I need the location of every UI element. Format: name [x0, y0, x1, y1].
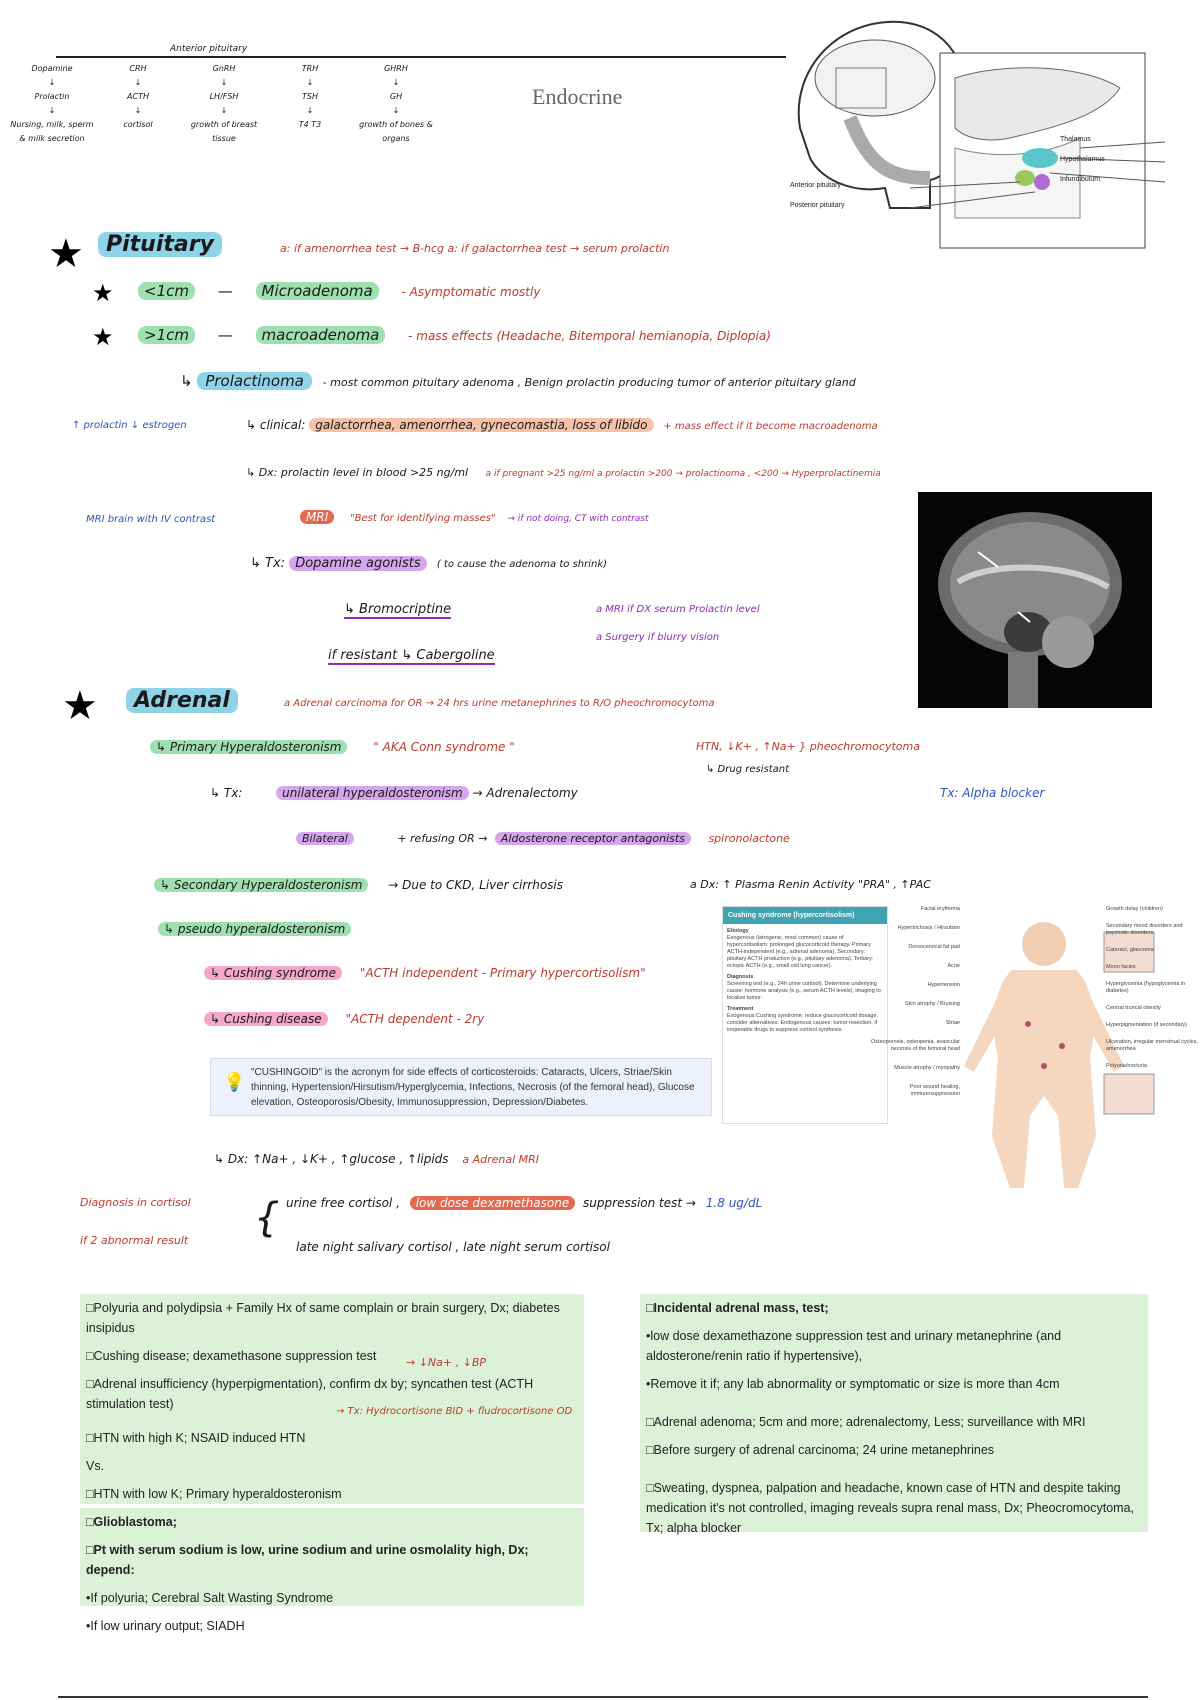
star-icon: ★	[92, 280, 114, 307]
cortisol-dx-side-2: if 2 abnormal result	[80, 1234, 189, 1247]
body-label: Hyperpigmentation (if secondary)	[1106, 1022, 1188, 1028]
tree-arrow: ↓	[48, 106, 56, 115]
prolactin-side-note: ↑ prolactin ↓ estrogen	[72, 420, 187, 431]
tree-arrow: ↓	[134, 78, 142, 87]
drug-resistant-note: ↳ Drug resistant	[706, 764, 790, 775]
brain-label-thalamus: Thalamus	[1060, 136, 1091, 143]
body-label: Dorsocervical fat pad	[908, 944, 960, 950]
note-item: □HTN with low K; Primary hyperaldosteronism	[86, 1487, 342, 1501]
note-item: □Cushing disease; dexamethasone suppression test	[86, 1349, 377, 1363]
tree-root: Anterior pituitary	[170, 44, 248, 54]
note-item: □HTN with high K; NSAID induced HTN	[86, 1431, 306, 1445]
tree-node: GH	[389, 92, 403, 101]
tree-node: growth of breast tissue	[190, 120, 258, 143]
bilateral-row: Bilateral + refusing OR → Aldosterone receptor antagonists spironolactone	[296, 832, 790, 845]
note-item: □Incidental adrenal mass, test;	[646, 1301, 829, 1315]
cushingoid-callout	[210, 1058, 712, 1116]
etiology-heading: Etiology	[727, 928, 749, 934]
note-item: □Sweating, dyspnea, palpation and headache, known case of HTN and despite taking medication it's not controlled, imaging reveals supra renal mass, Dx; Pheocromocytoma, Tx; alpha blocker	[646, 1481, 1135, 1535]
body-label: Striae	[945, 1020, 960, 1026]
micro-row: <1cm — Microadenoma - Asymptomatic mostly	[138, 282, 540, 300]
body-label: Polyuria/nocturia	[1106, 1063, 1147, 1069]
star-icon: ★	[48, 232, 84, 276]
secondary-dx-note: a Dx: ↑ Plasma Renin Activity "PRA" , ↑PAC	[690, 878, 931, 891]
tree-columns	[10, 62, 470, 202]
body-label: Osteoporosis, osteopenia, avascular necrosis of the femoral head	[871, 1039, 960, 1052]
body-label: Hypertrichosis / Hirsutism	[897, 925, 960, 931]
macro-row: >1cm — macroadenoma - mass effects (Headache, Bitemporal hemianopia, Diplopia)	[138, 326, 771, 344]
bromocriptine-note-2: a Surgery if blurry vision	[596, 632, 720, 643]
note-item: □Glioblastoma;	[86, 1515, 177, 1529]
tree-arrow: ↓	[306, 78, 314, 87]
tree-arrow: ↓	[220, 106, 228, 115]
tree-arrow: ↓	[48, 78, 56, 87]
tree-node: Prolactin	[34, 92, 70, 101]
clinical-row: ↳ clinical: galactorrhea, amenorrhea, gynecomastia, loss of libido + mass effect if it become macroadenoma	[246, 418, 878, 432]
tree-node: GnRH	[212, 64, 236, 73]
brain-illustration	[780, 8, 1200, 258]
tree-arrow: ↓	[392, 106, 400, 115]
bottom-divider	[58, 1696, 1148, 1698]
primary-hyperaldo-row: ↳ Primary Hyperaldosteronism " AKA Conn syndrome "	[150, 740, 515, 754]
body-label: Moon facies	[1106, 964, 1136, 970]
tree-node: TRH	[301, 64, 319, 73]
tree-node: LH/FSH	[209, 92, 239, 101]
note-item: □Pt with serum sodium is low, urine sodium and urine osmolality high, Dx; depend:	[86, 1543, 529, 1577]
cushing-panel-title: Cushing syndrome (hypercortisolism)	[723, 907, 887, 924]
treatment-text: Exogenous Cushing syndrome: reduce glucocorticoid dosage, consider alternatives. Endogenous causes: tumor resection, if inoperable drugs to suppress cortisol synthesis.	[727, 1013, 879, 1033]
note-item: □Polyuria and polydipsia + Family Hx of same complain or brain surgery, Dx; diabetes insipidus	[86, 1301, 560, 1335]
body-label: Poor wound healing, immunosuppression	[909, 1084, 960, 1097]
tree-column	[354, 62, 438, 146]
tree-node: Nursing, milk, sperm & milk secretion	[10, 120, 94, 143]
adrenal-top-note: a Adrenal carcinoma for OR → 24 hrs urine metanephrines to R/O pheochromocytoma	[284, 698, 715, 709]
bromocriptine-note: a MRI if DX serum Prolactin level	[596, 604, 760, 615]
body-label: Muscle atrophy / myopathy	[894, 1065, 960, 1071]
cabergoline-row: if resistant ↳ Cabergoline	[328, 648, 495, 663]
prolactinoma-row: ↳ Prolactinoma - most common pituitary adenoma , Benign prolactin producing tumor of anterior pituitary gland	[180, 372, 856, 390]
notes-box-left-2	[80, 1508, 584, 1633]
tree-arrow: ↓	[220, 78, 228, 87]
bromocriptine-row: ↳ Bromocriptine	[344, 602, 452, 617]
pituitary-tx-row: ↳ Tx: Dopamine agonists ( to cause the adenoma to shrink)	[250, 556, 608, 571]
pseudo-hyperaldo-row: ↳ pseudo hyperaldosteronism	[158, 922, 351, 936]
page-title: Endocrine	[532, 84, 623, 109]
adrenal-heading: Adrenal	[126, 688, 238, 713]
note-item: •If low urinary output; SIADH	[86, 1619, 245, 1633]
note-item: □Before surgery of adrenal carcinoma; 24 urine metanephrines	[646, 1443, 995, 1457]
prolactin-dx-row: ↳ Dx: prolactin level in blood >25 ng/ml a if pregnant >25 ng/ml a prolactin >200 → prolactinoma , <200 → Hyperprolactinemia	[246, 466, 881, 479]
note-item: Vs.	[86, 1459, 105, 1473]
cushingoid-text: "CUSHINGOID" is the acronym for side effects of corticosteroids: Cataracts, Ulcers, Striae/Skin thinning, Hypertension/Hirsutism/Hyperglycemia, Infections, Necrosis (of the femoral head), Glucose elevation, Osteoporosis/Obesity, Immunosuppression, Depression/Diabetes.	[251, 1067, 695, 1108]
hormone-tree	[10, 40, 780, 200]
body-label: Hypertension	[927, 982, 960, 988]
body-label: Ulceration, irregular menstrual cycles, amenorrhea	[1106, 1039, 1199, 1052]
body-label: Acne	[947, 963, 960, 969]
brain-label-infundibulum: Infundibulum	[1060, 176, 1101, 183]
pituitary-heading: Pituitary	[98, 232, 222, 257]
cushing-labels-left	[860, 906, 960, 1110]
tree-arrow: ↓	[134, 106, 142, 115]
tree-node: CRH	[129, 64, 147, 73]
tree-column	[182, 62, 266, 146]
body-label: Secondary mood disorders and psychotic disorders	[1106, 923, 1183, 936]
body-label: Skin atrophy / Bruising	[904, 1001, 960, 1007]
body-label: Growth delay (children)	[1106, 906, 1163, 912]
diagnosis-text: Screening test (e.g., 24h urine cortisol). Determine underlying cause: hormone analysis (e.g., serum ACTH levels), imaging to localize tumor.	[727, 981, 881, 1001]
brain-label-anterior-pituitary: Anterior pituitary	[790, 182, 841, 189]
tree-arrow: ↓	[392, 78, 400, 87]
tree-arrow: ↓	[306, 106, 314, 115]
box-left-ink-note-2: → Tx: Hydrocortisone BID + fludrocortisone OD	[336, 1406, 573, 1417]
brain-label-hypothalamus: Hypothalamus	[1060, 156, 1105, 163]
tree-node: GHRH	[384, 64, 408, 73]
secondary-hyperaldo-row: ↳ Secondary Hyperaldosteronism → Due to CKD, Liver cirrhosis	[154, 878, 563, 892]
tree-node: growth of bones & organs	[359, 120, 433, 143]
mri-row: MRI "Best for identifying masses" → if not doing, CT with contrast	[300, 510, 649, 524]
note-item: •low dose dexamethazone suppression test and urinary metanephrine (and aldosterone/renin ratio if hypertensive),	[646, 1329, 1062, 1363]
star-icon: ★	[92, 324, 114, 351]
note-item: •If polyuria; Cerebral Salt Wasting Syndrome	[86, 1591, 334, 1605]
pituitary-top-note: a: if amenorrhea test → B-hcg a: if galactorrhea test → serum prolactin	[280, 242, 670, 255]
cushing-labels-right	[1106, 906, 1200, 1080]
cortisol-brace: {	[254, 1195, 280, 1241]
htn-note: HTN, ↓K+ , ↑Na+ } pheochromocytoma	[696, 740, 920, 753]
star-icon: ★	[62, 684, 98, 728]
etiology-text: Exogenous (iatrogenic, most common) cause of hypercortisolism: prolonged glucocorticoid therapy. Primary ACTH-independent (e.g., adrenal adenoma). Secondary: pituitary ACTH production (e.g., pituitary adenoma). Tertiary: ectopic ACTH (e.g., small cell lung cancer).	[727, 935, 874, 969]
mri-side-note: MRI brain with IV contrast	[86, 514, 216, 525]
tree-column	[96, 62, 180, 132]
tree-node: TSH	[302, 92, 318, 101]
tree-column	[10, 62, 94, 146]
brain-label-posterior-pituitary: Posterior pituitary	[790, 202, 845, 209]
cortisol-test-row-1: urine free cortisol , low dose dexamethasone suppression test → 1.8 ug/dL	[286, 1196, 763, 1210]
mri-brain-image	[918, 492, 1152, 708]
body-label: Central truncal obesity	[1106, 1005, 1161, 1011]
adrenal-dx-row: ↳ Dx: ↑Na+ , ↓K+ , ↑glucose , ↑lipids a Adrenal MRI	[214, 1152, 540, 1166]
lightbulb-icon: 💡	[223, 1072, 246, 1092]
treatment-heading: Treatment	[727, 1006, 754, 1012]
cortisol-dx-side: Diagnosis in cortisol	[80, 1196, 191, 1209]
body-label: Hyperglycemia (hypoglycemia in diabetes)	[1106, 981, 1186, 994]
notes-box-right	[640, 1294, 1148, 1535]
tree-node: T4 T3	[298, 120, 322, 129]
box-left-ink-note: → ↓Na+ , ↓BP	[406, 1356, 487, 1369]
body-label: Cataract, glaucoma	[1106, 947, 1154, 953]
notes-box-left	[80, 1294, 584, 1504]
tree-node: Dopamine	[31, 64, 73, 73]
tree-node: cortisol	[123, 120, 153, 129]
adrenal-tx-row: ↳ Tx: unilateral hyperaldosteronism → Adrenalectomy	[210, 786, 578, 800]
cortisol-test-row-2: late night salivary cortisol , late night serum cortisol	[296, 1240, 610, 1254]
tree-column	[268, 62, 352, 132]
tree-node: ACTH	[127, 92, 149, 101]
alpha-blocker-note: Tx: Alpha blocker	[940, 786, 1045, 800]
cushing-disease-row: ↳ Cushing disease "ACTH dependent - 2ry	[204, 1012, 484, 1026]
body-label: Facial erythema	[920, 906, 960, 912]
note-item: □Adrenal insufficiency (hyperpigmentation), confirm dx by; syncathen test (ACTH stimulation test)	[86, 1377, 534, 1411]
note-item: •Remove it if; any lab abnormality or symptomatic or size is more than 4cm	[646, 1377, 1060, 1391]
cushing-body-illustration	[871, 906, 1200, 1196]
diagnosis-heading: Diagnosis	[727, 974, 754, 980]
note-item: □Adrenal adenoma; 5cm and more; adrenalectomy, Less; surveillance with MRI	[646, 1415, 1086, 1429]
cushing-syndrome-row: ↳ Cushing syndrome "ACTH independent - Primary hypercortisolism"	[204, 966, 646, 980]
